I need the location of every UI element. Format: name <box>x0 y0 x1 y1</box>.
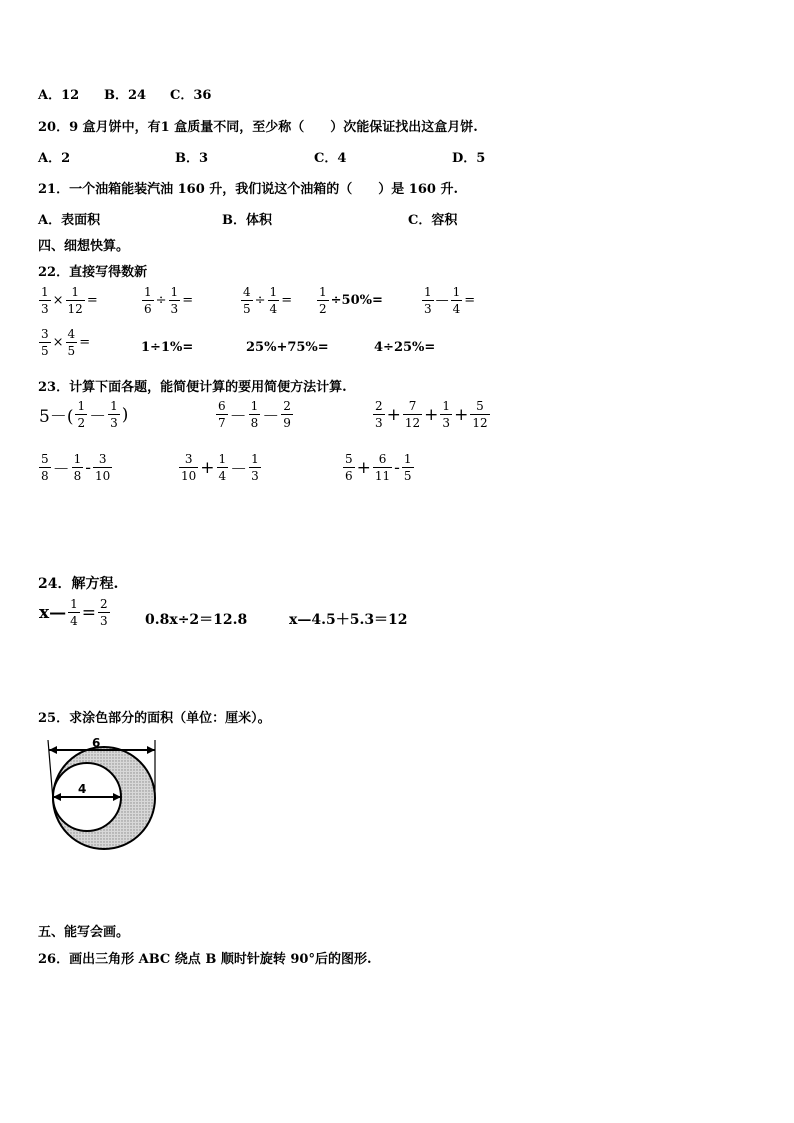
q19-option-b: B．24 <box>104 88 147 103</box>
q25-title: 25．求涂色部分的面积（单位：厘米）。 <box>38 711 271 726</box>
section-4-heading: 四、细想快算。 <box>38 239 130 254</box>
q22-item-3: $\frac{4}{5}$ ÷ $\frac{1}{4}$ = <box>243 285 293 316</box>
inner-diameter-label: 4 <box>78 782 87 796</box>
q24-equation-1: x— $\frac{1}{4}$ = $\frac{2}{3}$ <box>39 597 108 628</box>
q24-equation-2: 0.8x÷2＝12.8 <box>145 612 248 628</box>
section-5-heading: 五、能写会画。 <box>38 925 130 940</box>
q26-text: 26．画出三角形 ABC 绕点 B 顺时针旋转 90°后的图形. <box>38 952 372 967</box>
q22-item-7: 1÷1%= <box>141 340 194 355</box>
q22-item-4: $\frac{1}{2}$ ÷50%= <box>319 285 383 316</box>
q21-option-b: B．体积 <box>222 213 272 228</box>
q21-option-a: A．表面积 <box>38 213 101 228</box>
q22-item-9: 4÷25%= <box>374 340 436 355</box>
q23-expr-5: $\frac{3}{10}$ + $\frac{1}{4}$ － $\frac{1}{3}$ <box>181 452 259 483</box>
q22-item-1: $\frac{1}{3}$ × $\frac{1}{12}$ = <box>41 285 98 316</box>
q22-item-8: 25%+75%= <box>246 340 329 355</box>
q22-item-2: $\frac{1}{6}$ ÷ $\frac{1}{3}$ = <box>144 285 194 316</box>
q22-title: 22．直接写得数新 <box>38 265 148 280</box>
q21-option-c: C．容积 <box>408 213 458 228</box>
q20-option-b: B．3 <box>175 151 209 166</box>
q23-expr-1: 5－( $\frac{1}{2}$ － $\frac{1}{3}$ ) <box>39 399 129 430</box>
q19-option-c: C．36 <box>170 88 212 103</box>
q23-expr-2: $\frac{6}{7}$ － $\frac{1}{8}$ － $\frac{2}{9}$ <box>218 399 291 430</box>
q20-option-d: D．5 <box>452 151 486 166</box>
outer-diameter-label: 6 <box>92 736 101 750</box>
q23-expr-3: $\frac{2}{3}$ + $\frac{7}{12}$ + $\frac{1}{3}$ + $\frac{5}{12}$ <box>375 399 488 430</box>
q22-item-5: $\frac{1}{3}$ — $\frac{1}{4}$ = <box>424 285 476 316</box>
q24-equation-3: x—4.5＋5.3＝12 <box>289 612 408 628</box>
q23-expr-4: $\frac{5}{8}$ － $\frac{1}{8}$ - $\frac{3}{10}$ <box>41 452 111 483</box>
q21-text: 21．一个油箱能装汽油 160 升，我们说这个油箱的（ ）是 160 升. <box>38 182 458 197</box>
q22-item-6: $\frac{3}{5}$ × $\frac{4}{5}$ = <box>41 327 91 358</box>
q24-title: 24．解方程. <box>38 576 119 592</box>
q23-expr-6: $\frac{5}{6}$ + $\frac{6}{11}$ - $\frac{1}{5}$ <box>345 452 412 483</box>
shaded-ring-figure <box>40 736 170 854</box>
q20-option-c: C．4 <box>314 151 347 166</box>
q19-option-a: A．12 <box>38 88 80 103</box>
q23-title: 23．计算下面各题，能简便计算的要用简便方法计算. <box>38 380 347 395</box>
q20-option-a: A．2 <box>38 151 71 166</box>
q20-text: 20．9 盒月饼中，有1 盒质量不同，至少称（ ）次能保证找出这盒月饼. <box>38 120 478 135</box>
